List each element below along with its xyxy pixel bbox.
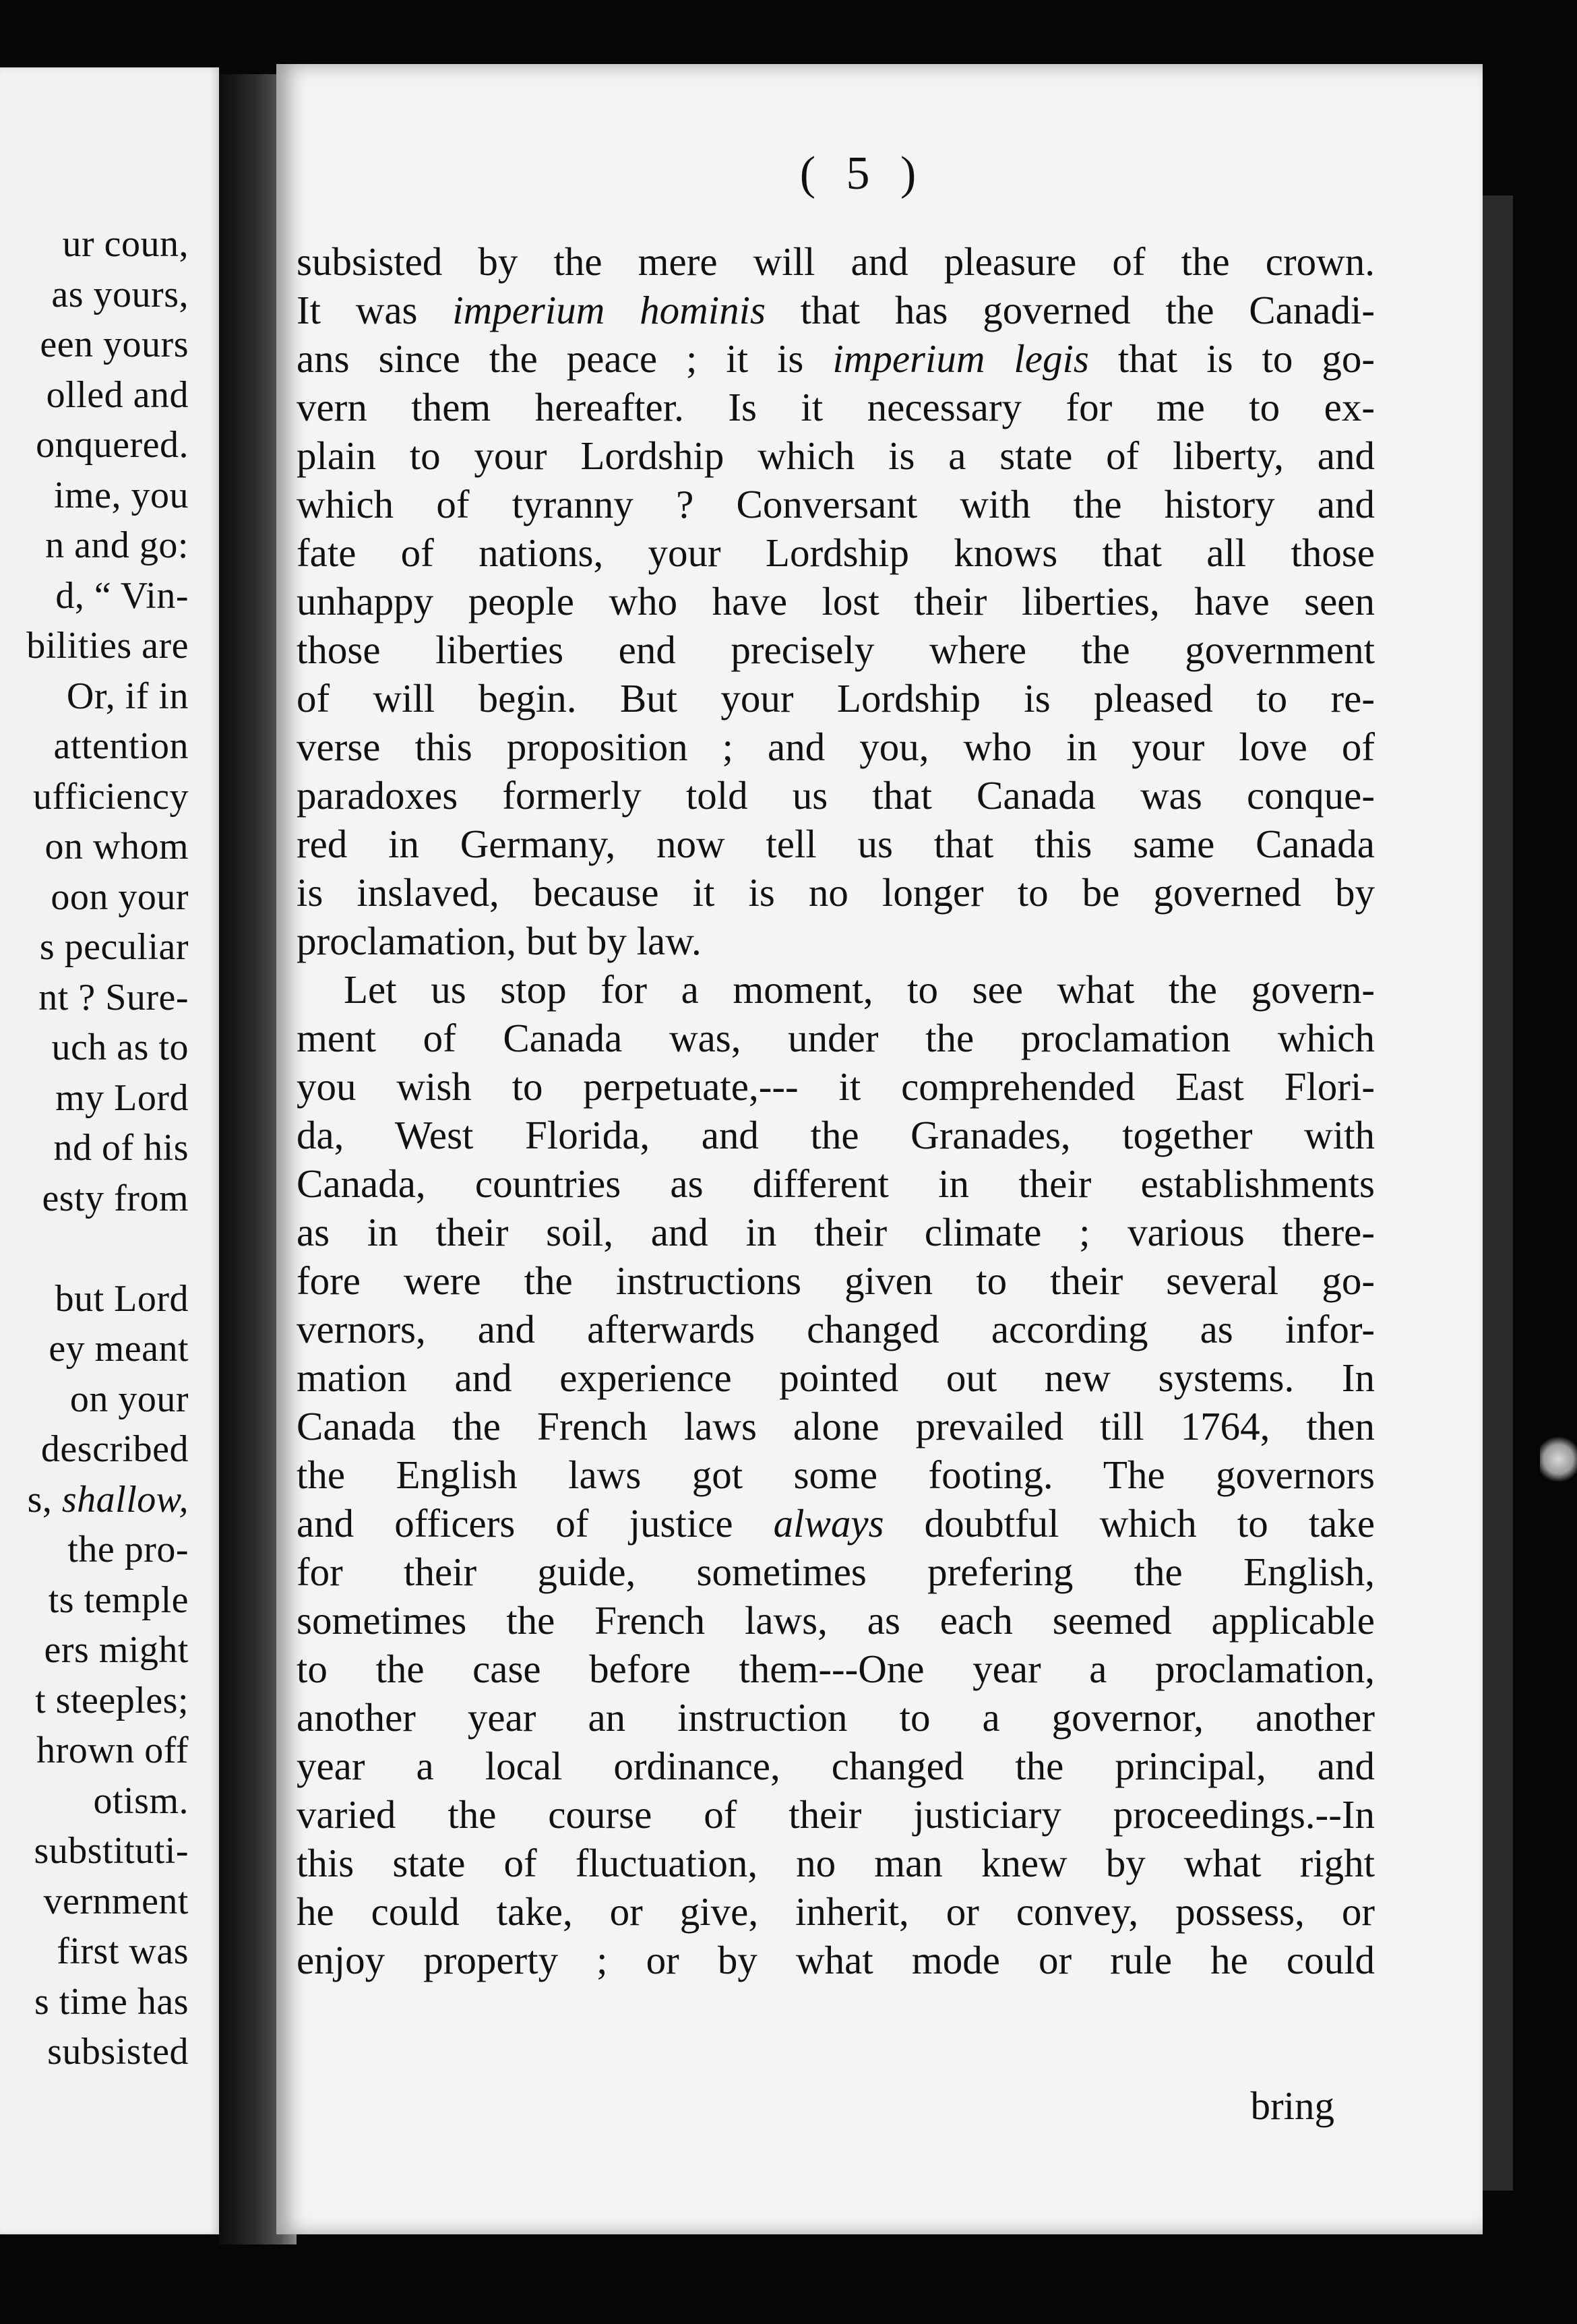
left-page-line: the pro- [67,1529,189,1570]
left-page-line: olled and [46,373,189,416]
text-segment: varied the course of their justiciary proceedings.--In [297,1792,1375,1837]
text-segment: as in their soil, and in their climate ; various there- [297,1210,1375,1254]
text-segment: fore were the instructions given to their several go- [297,1258,1375,1303]
left-page-text [0,219,189,2077]
text-line [297,625,1375,674]
text-segment: of will begin. But your Lordship is pleased to re- [297,676,1375,721]
left-page-line: on whom [44,826,189,867]
left-page-line: esty from [42,1177,189,1219]
left-page-line [0,1223,189,1274]
text-line [297,1548,1375,1596]
text-line [297,1499,1375,1548]
text-line [297,431,1375,480]
left-page-line: substituti- [34,1830,189,1872]
text-line [297,1208,1375,1256]
left-page-line: nt ? Sure- [38,976,189,1018]
left-page-line: oon your [51,876,189,918]
text-segment: verse this proposition ; and you, who in your love of [297,725,1375,769]
catchword: bring [1250,2083,1334,2128]
text-segment: ans since the peace ; it is [297,336,833,381]
text-segment: he could take, or give, inherit, or convey, possess, or [297,1889,1375,1934]
text-segment: mation and experience pointed out new systems. In [297,1355,1375,1400]
left-page-line: ime, you [54,474,189,516]
left-page-line: vernment [43,1880,189,1922]
page-edge-shadow [1483,195,1513,2191]
text-segment: sometimes the French laws, as each seemed applicable [297,1598,1375,1643]
text-line [297,1305,1375,1353]
text-line [297,1111,1375,1159]
text-segment: and officers of justice [297,1501,774,1546]
left-page-line: s peculiar [39,926,189,968]
text-segment: you wish to perpetuate,--- it comprehended East Flori- [297,1064,1375,1109]
text-segment: doubtful which to take [884,1501,1375,1546]
text-line [297,1450,1375,1499]
text-line [297,674,1375,723]
left-page-line: first was [57,1930,189,1972]
text-line [297,917,1375,965]
left-page-line: otism. [93,1779,189,1822]
text-line [297,1742,1375,1790]
text-segment: unhappy people who have lost their liberties, have seen [297,579,1375,623]
text-segment: da, West Florida, and the Granades, together with [297,1113,1375,1157]
text-line [297,1936,1375,1984]
text-line [297,820,1375,868]
left-page-line: on your [69,1378,189,1420]
text-line [297,1645,1375,1693]
left-page-line: as yours, [51,273,189,315]
left-page-line: ey meant [49,1328,189,1370]
left-page-line: but Lord [55,1277,189,1320]
text-line [297,1014,1375,1062]
text-segment: fate of nations, your Lordship knows that all those [297,530,1375,575]
left-page-line: n and go: [45,524,189,566]
left-page-line: s, shallow, [27,1478,189,1521]
text-segment: that has governed the Canadi- [765,288,1375,332]
left-page-fragment [0,67,219,2234]
left-page-line: hrown off [36,1730,189,1771]
left-page-line: t steeples; [35,1679,189,1721]
text-segment: It was [297,288,453,332]
text-segment: Let us stop for a moment, to see what the govern- [344,967,1375,1012]
left-page-line: nd of his [53,1127,189,1169]
text-line [297,1402,1375,1450]
left-page-line: ers might [44,1629,189,1671]
text-segment: red in Germany, now tell us that this same Canada [297,822,1375,866]
text-line [297,334,1375,383]
left-page-line: Or, if in [66,675,189,717]
text-line [297,1596,1375,1645]
text-segment: vernors, and afterwards changed according as infor- [297,1307,1375,1351]
text-line [297,383,1375,431]
text-line [297,1159,1375,1208]
left-page-line: d, “ Vin- [55,574,189,617]
left-page-line: uch as to [51,1027,189,1068]
text-line [297,1839,1375,1887]
text-line [297,1790,1375,1839]
text-line [297,237,1375,286]
italic-phrase: imperium hominis [452,288,766,332]
text-segment: for their guide, sometimes prefering the English, [297,1550,1375,1594]
text-line [297,1353,1375,1402]
text-segment: that is to go- [1088,336,1375,381]
text-segment: plain to your Lordship which is a state of liberty, and [297,433,1375,478]
text-segment: the English laws got some footing. The governors [297,1452,1375,1497]
text-segment: vern them hereafter. Is it necessary for me to ex- [297,385,1375,429]
text-segment: year a local ordinance, changed the principal, and [297,1744,1375,1788]
left-page-line: described [40,1428,189,1470]
text-line [297,771,1375,820]
left-page-line: een yours [40,324,189,365]
text-line [297,1887,1375,1936]
left-page-line: ufficiency [33,775,189,818]
text-line [297,286,1375,334]
text-segment: proclamation, but by law. [297,919,702,963]
text-segment: Canada, countries as different in their establishments [297,1161,1375,1206]
text-line [297,1062,1375,1111]
text-segment: those liberties end precisely where the government [297,628,1375,672]
text-segment: enjoy property ; or by what mode or rule he could [297,1938,1375,1982]
text-segment: which of tyranny ? Conversant with the history and [297,482,1375,526]
text-line [297,965,1375,1014]
text-line [297,480,1375,528]
text-segment: ment of Canada was, under the proclamation which [297,1016,1375,1060]
text-line [297,868,1375,917]
text-segment: to the case before them---One year a proclamation, [297,1647,1375,1691]
left-page-line: my Lord [55,1076,189,1119]
left-page-line: ts temple [48,1579,189,1621]
text-segment: another year an instruction to a governor, another [297,1695,1375,1740]
left-page-line: subsisted [47,2031,189,2073]
page-body-text [297,237,1375,1984]
page-number: ( 5 ) [799,148,926,200]
text-segment: paradoxes formerly told us that Canada was conque- [297,773,1375,818]
text-line [297,723,1375,771]
text-segment: subsisted by the mere will and pleasure of the crown. [297,239,1375,284]
text-segment: is inslaved, because it is no longer to be governed by [297,870,1375,915]
left-page-line: attention [53,725,189,767]
text-segment: Canada the French laws alone prevailed till 1764, then [297,1404,1375,1448]
italic-phrase: always [773,1501,884,1546]
left-page-line: s time has [34,1980,189,2023]
left-page-line: bilities are [26,625,189,667]
text-segment: this state of fluctuation, no man knew by what right [297,1841,1375,1885]
text-line [297,528,1375,577]
left-page-line: ur coun, [62,223,189,265]
text-line [297,1256,1375,1305]
paper-speck [1540,1432,1577,1486]
text-line [297,577,1375,625]
italic-phrase: imperium legis [832,336,1089,381]
left-page-line: onquered. [36,424,189,466]
text-line [297,1693,1375,1742]
